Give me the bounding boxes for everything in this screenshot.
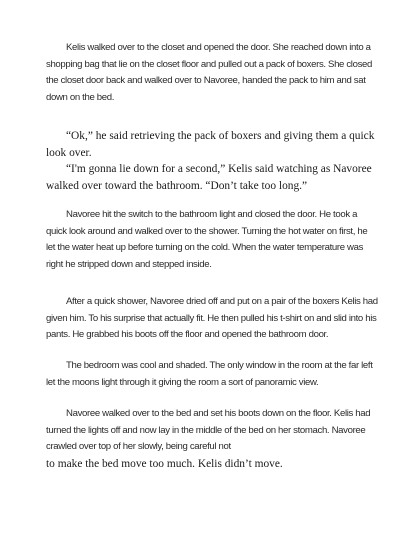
paragraph-closet: Kelis walked over to the closet and opened the door. She reached down into a shopping bag that lie on the closet floor and pulled out a pack of boxers. She closed the closet door back and walked over to Navoree, handed the pack to him and sat down on the bed. <box>46 42 372 103</box>
paragraph-navoree-bed: Navoree walked over to the bed and set his boots down on the floor. Kelis had turned the lights off and now lay in the middle of the bed on her stomach. Navoree crawled over top of her slowly, being careful not <box>46 408 371 452</box>
paragraph-continuation: to make the bed move too much. Kelis didn’t move. <box>46 458 283 470</box>
paragraph-ok-dialogue: “Ok,” he said retrieving the pack of boxers and giving them a quick look over. <box>46 130 375 159</box>
paragraph-bedroom: The bedroom was cool and shaded. The only window in the room at the far left let the moons light through it giving the room a sort of panoramic view. <box>46 360 373 388</box>
paragraph-lie-down-dialogue: “I'm gonna lie down for a second,” Kelis said watching as Navoree walked over toward the bathroom. “Don’t take too long.” <box>46 163 372 192</box>
paragraph-bathroom: Navoree hit the switch to the bathroom light and closed the door. He took a quick look around and walked over to the shower. Turning the hot water on first, he let the water heat up before turning on the cold. When the water temperature was right he stripped down and stepped inside. <box>46 209 368 270</box>
paragraph-after-shower: After a quick shower, Navoree dried off and put on a pair of the boxers Kelis had given him. To his surprise that actually fit. He then pulled his t-shirt on and slid into his pants. He grabbed his boots off the floor and opened the bathroom door. <box>46 296 378 340</box>
